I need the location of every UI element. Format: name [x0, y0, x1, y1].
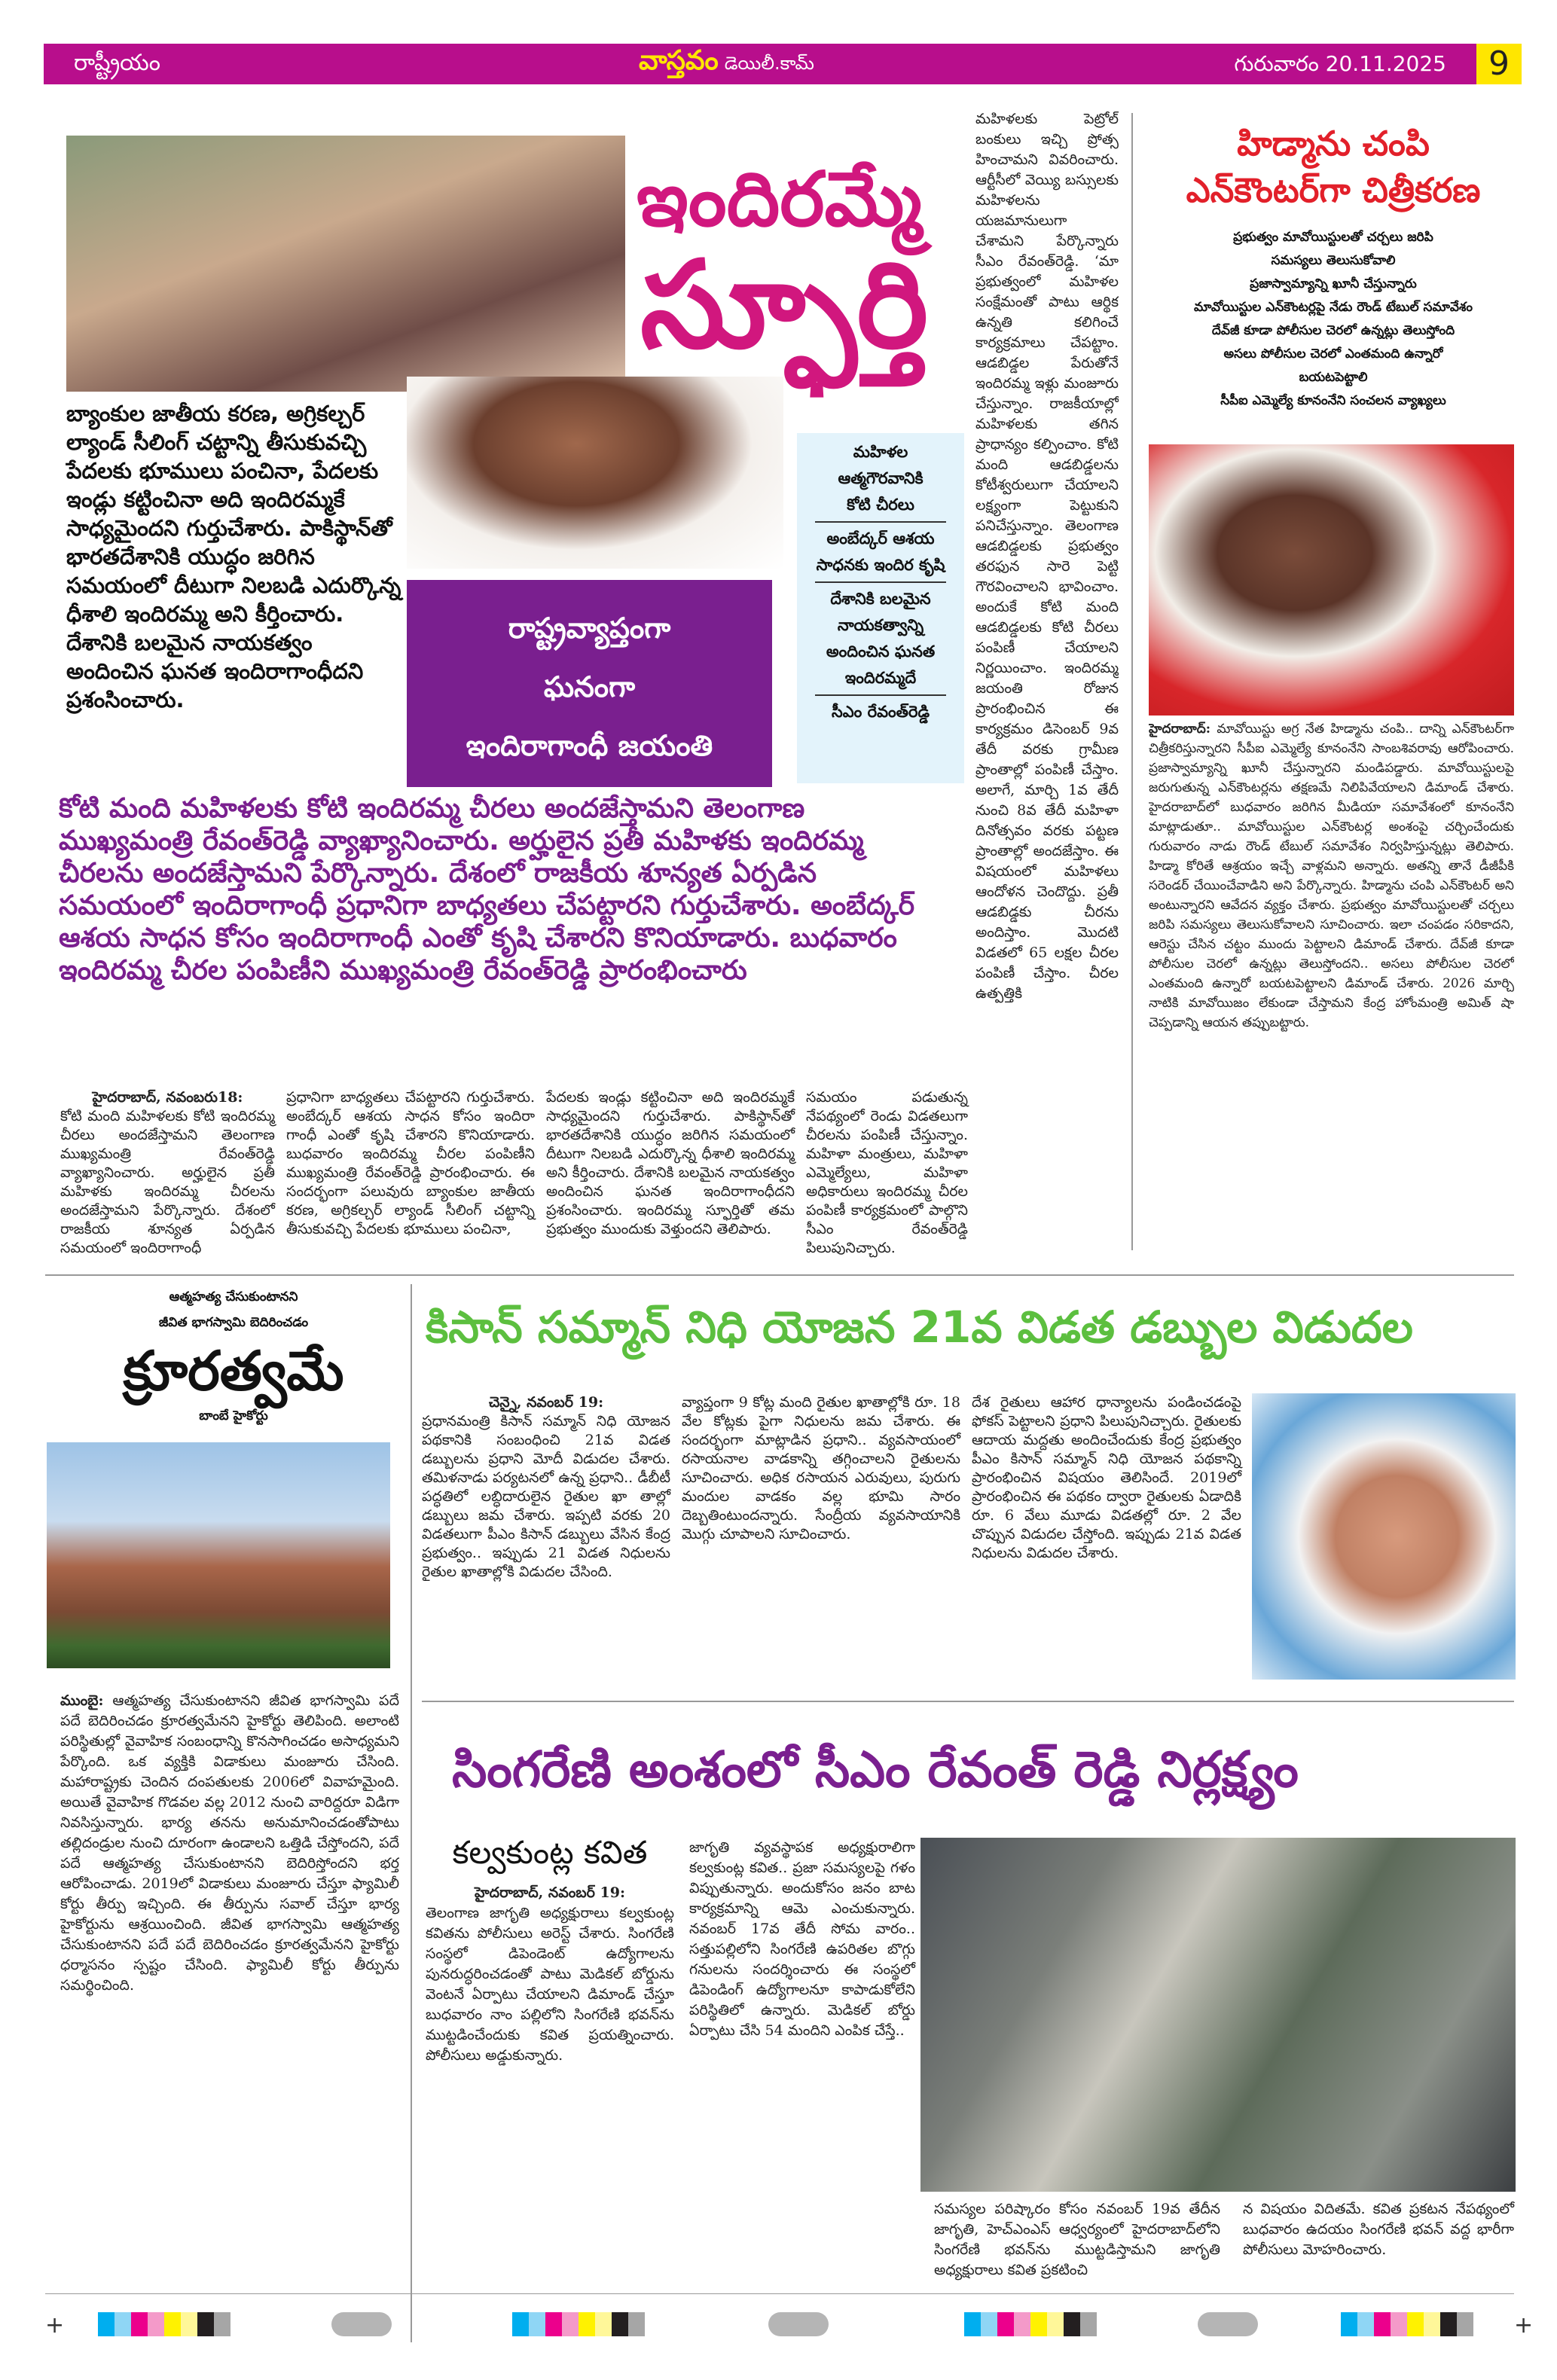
- byline: కల్వకుంట్ల కవిత: [452, 1834, 648, 1871]
- cruelty-kicker: ఆత్మహత్య చేసుకుంటానని జీవిత భాగస్వామి బెదిరించడం: [158, 1289, 309, 1330]
- section-label: రాష్ట్రీయం: [74, 50, 160, 76]
- cm-speaking-photo: [407, 377, 783, 569]
- lead-body-col-3: పేదలకు ఇండ్లు కట్టించినా అది ఇందిరమ్మకే సాధ్యమైందని గుర్తుచేశారు. పాకిస్థాన్‌తో భారతదేశానికి యుద్ధం జరిగిన సమయంలో దీటుగా నిలబడి ఎదుర్కొన్న ధీశాలి ఇందిరమ్మ అని కీర్తించారు. దేశానికి బలమైన నాయకత్వం అందించిన ఘనత ఇందిరాగాంధీదని ప్రశంసించారు. ఇందిరమ్మ స్ఫూర్తితో తమ ప్రభుత్వం ముందుకు వెళ్తుందని తెలిపారు.: [546, 1089, 795, 1237]
- dateline: చెన్నై, నవంబర్ 19:: [488, 1394, 604, 1411]
- registration-pill: [331, 2312, 392, 2336]
- color-registration-bar: [964, 2312, 1097, 2336]
- singareni-col-2: జాగృతి వ్యవస్థాపక అధ్యక్షురాలిగా కల్వకుంట్ల కవిత.. ప్రజా సమస్యలపై గళం విప్పుతున్నారు. అందుకోసం జనం బాట కార్యక్రమాన్ని ఆమె ఎంచుకున్నారు. నవంబర్ 17వ తేదీ సోమ వారం.. సత్తుపల్లిలోని సింగరేణి ఉపరితల బొగ్గు గనులను సందర్శించారు ఈ సంస్థలో డిపెండింగ్ ఉద్యోగాలనూ కాపాడుకోలేని పరిస్థితిలో ఉన్నారు. మెడికల్ బోర్డు ఏర్పాటు చేసి 54 మందిని ఎంపిక చేస్తే..: [689, 1839, 915, 2039]
- hidma-subheads: ప్రభుత్వం మావోయిస్టులతో చర్చలు జరిపి సమస్యలు తెలుసుకోవాలి ప్రజాస్వామ్యాన్ని ఖూనీ చేస్తున్నారు మావోయిస్టుల ఎన్‌కౌంటర్లపై నేడు రౌండ్ టేబుల్ సమావేశం దేవ్‌జీ కూడా పోలీసుల చెరలో ఉన్నట్లు తెలుస్తోంది అసలు పోలీసుల చెరలో ఎంతమంది ఉన్నారో బయటపెట్టాలి సీపీఐ ఎమ్మెల్యే కూనంనేని సంచలన వ్యాఖ్యలు: [1194, 230, 1473, 408]
- lead-headline-line2: స్ఫూర్తి: [640, 234, 929, 375]
- section-divider: [45, 1274, 1514, 1276]
- dateline: హైదరాబాద్, నవంబర్ 19:: [475, 1884, 625, 1901]
- dateline: హైదరాబాద్:: [1149, 722, 1210, 737]
- lead-body-col-1: హైదరాబాద్, నవంబరు18: కోటి మంది మహిళలకు కోటి ఇందిరమ్మ చీరలు అందజేస్తామని తెలంగాణ ముఖ్యమంత్రి రేవంత్‌రెడ్డి వ్యాఖ్యానించారు. అర్హులైన ప్రతీ మహిళకు ఇందిరమ్మ చీరలను అందజేస్తామని పేర్కొన్నారు. దేశంలో రాజకీయ శూన్యత ఏర్పడిన సమయంలో ఇందిరాగాంధీ: [60, 1089, 275, 1256]
- kavitha-arrest-photo: [920, 1838, 1516, 2192]
- page-number: 9: [1476, 44, 1522, 84]
- lead-body-col-4: సమయం పడుతున్న నేపథ్యంలో రెండు విడతలుగా చీరలను పంపిణీ చేస్తున్నాం. మహిళా మంత్రులు, మహిళా ఎమ్మెల్యేలు, మహిళా అధికారులు ఇందిరమ్మ చీరల పంపిణీ కార్యక్రమంలో పాల్గొని సీఎం రేవంత్‌రెడ్డి పిలుపునిచ్చారు.: [806, 1089, 968, 1256]
- singareni-headline: సింగరేణి అంశంలో సీఎం రేవంత్ రెడ్డి నిర్లక్ష్యం: [452, 1741, 1299, 1799]
- column-divider: [411, 1284, 412, 2342]
- dateline: హైదరాబాద్, నవంబరు18:: [92, 1089, 243, 1106]
- highlight-item: దేశానికి బలమైన నాయకత్వాన్ని అందించిన ఘనత ఇందిరమ్మదే: [826, 590, 936, 687]
- hidma-headline: హిడ్మాను చంపి ఎన్‌కౌంటర్‌గా చిత్రీకరణ: [1186, 124, 1481, 210]
- cruelty-headline: క్రూరత్వమే: [123, 1339, 344, 1402]
- lead-paragraph: కోటి మంది మహిళలకు కోటి ఇందిరమ్మ చీరలు అందజేస్తామని తెలంగాణ ముఖ్యమంత్రి రేవంత్‌రెడ్డి వ్యాఖ్యానించారు. అర్హులైన ప్రతీ మహిళకు ఇందిరమ్మ చీరలను అందజేస్తామని పేర్కొన్నారు. దేశంలో రాజకీయ శూన్యత ఏర్పడిన సమయంలో ఇందిరాగాంధీ ప్రధానిగా బాధ్యతలు చేపట్టారని గుర్తుచేశారు. అంబేద్కర్ ఆశయ సాధన కోసం ఇందిరాగాంధీ ఎంతో కృషి చేశారని కొనియాడారు. బుధవారం ఇందిరమ్మ చీరల పంపిణీని ముఖ్యమంత్రి రేవంత్‌రెడ్డి ప్రారంభించారు: [59, 793, 915, 986]
- highlight-item: అంబేద్కర్ ఆశయ సాధనకు ఇందిర కృషి: [816, 529, 945, 574]
- crop-mark-icon: +: [1514, 2312, 1534, 2339]
- issue-date: గురువారం 20.11.2025: [1234, 51, 1446, 76]
- column-divider: [1131, 113, 1133, 1250]
- kisan-headline: కిసాన్ సమ్మాన్ నిధి యోజన 21వ విడత డబ్బుల విడుదల: [426, 1301, 1413, 1353]
- kunamneni-photo: [1149, 444, 1514, 716]
- narrow-column: మహిళలకు పెట్రోల్ బంకులు ఇచ్చి ప్రోత్స హించామని వివరించారు. ఆర్టీసీలో వెయ్యి బస్సులకు మహిళలను యజమానులుగా చేశామని పేర్కొన్నారు సీఎం రేవంత్‌రెడ్డి. ‘మా ప్రభుత్వంలో మహిళల సంక్షేమంతో పాటు ఆర్థిక ఉన్నతి కలిగించే కార్యక్రమాలు చేపట్టాం. ఆడబిడ్డల పేరుతోనే ఇందిరమ్మ ఇళ్లు మంజూరు చేస్తున్నాం. రాజకీయాల్లో మహిళలకు తగిన ప్రాధాన్యం కల్పించాం. కోటి మంది ఆడబిడ్డలను కోటీశ్వరులుగా చేయాలని లక్ష్యంగా పెట్టుకుని పనిచేస్తున్నాం. తెలంగాణ ఆడబిడ్డలకు ప్రభుత్వం తరఫున సారె పెట్టి గౌరవించాలని భావించాం. అందుకే కోటి మంది ఆడబిడ్డలకు కోటి చీరలు పంపిణీ చేయాలని నిర్ణయించాం. ఇందిరమ్మ జయంతి రోజున ప్రారంభించిన ఈ కార్యక్రమం డిసెంబర్ 9వ తేదీ వరకు గ్రామీణ ప్రాంతాల్లో పంపిణీ చేస్తాం. అలాగే, మార్చి 1వ తేదీ నుంచి 8వ తేదీ మహిళా దినోత్సవం వరకు పట్టణ ప్రాంతాల్లో అందజేస్తాం. ఈ విషయంలో మహిళలు ఆందోళన చెందొద్దు. ప్రతీ ఆడబిడ్డకు చీరను అందిస్తాం. మొదటి విడతలో 65 లక్షల చీరల పంపిణీ చేస్తాం. చీరల ఉత్పత్తికి: [975, 111, 1119, 1002]
- color-registration-bar: [98, 2312, 230, 2336]
- cruelty-source: బాంబే హైకోర్టు: [199, 1408, 268, 1423]
- highlights-box: [797, 433, 964, 783]
- highlight-item: సీఎం రేవంత్‌రెడ్డి: [832, 703, 930, 721]
- section-divider: [422, 1701, 1514, 1702]
- lead-side-text: బ్యాంకుల జాతీయ కరణ, అగ్రికల్చర్ ల్యాండ్ సీలింగ్ చట్టాన్ని తీసుకువచ్చి పేదలకు భూములు పంచినా, పేదలకు ఇండ్లు కట్టించినా అది ఇందిరమ్మకే సాధ్యమైందని గుర్తుచేశారు. పాకిస్థాన్‌తో భారతదేశానికి యుద్ధం జరిగిన సమయంలో దీటుగా నిలబడి ఎదుర్కొన్న ధీశాలి ఇందిరమ్మ అని కీర్తించారు. దేశానికి బలమైన నాయకత్వం అందించిన ఘనత ఇందిరాగాంధీదని ప్రశంసించారు.: [66, 401, 401, 712]
- cruelty-body: ముంబై: ఆత్మహత్య చేసుకుంటానని జీవిత భాగస్వామి పదే పదే బెదిరించడం క్రూరత్వమేనని హైకోర్టు తెలిపింది. అలాంటి పరిస్థితుల్లో వైవాహిక సంబంధాన్ని కొనసాగించడం అసాధ్యమని పేర్కొంది. ఒక వ్యక్తికి విడాకులు మంజూరు చేసింది. మహారాష్ట్రకు చెందిన దంపతులకు 2006లో వివాహమైంది. అయితే వైవాహిక గొడవల వల్ల 2012 నుంచి వారిద్దరూ విడిగా నివసిస్తున్నారు. భార్య తనను అనుమానించడంతోపాటు తల్లిదండ్రుల నుంచి దూరంగా ఉండాలని ఒత్తిడి చేస్తోందని, పదే పదే ఆత్మహత్య చేసుకుంటానని బెదిరిస్తోందని భర్త ఆరోపించాడు. 2019లో విడాకులు మంజూరు చేస్తూ ఫ్యామిలీ కోర్టు తీర్పు ఇచ్చింది. ఈ తీర్పును సవాల్ చేస్తూ భార్య హైకోర్టును ఆశ్రయించింది. జీవిత భాగస్వామి ఆత్మహత్య చేసుకుంటానని పదే పదే బెదిరించడం క్రూరత్వమేనని హైకోర్టు ధర్మాసనం స్పష్టం చేసింది. ఫ్యామిలీ కోర్టు తీర్పును సమర్థించింది.: [60, 1692, 399, 1994]
- lead-body-col-2: ప్రధానిగా బాధ్యతలు చేపట్టారని గుర్తుచేశారు. అంబేద్కర్ ఆశయ సాధన కోసం ఇందిరా గాంధీ ఎంతో కృషి చేశారని కొనియాడారు. బుధవారం ఇందిరమ్మ చీరల పంపిణీని ముఖ్యమంత్రి రేవంత్‌రెడ్డి ప్రారంభించారు. ఈ సందర్భంగా పలువురు బ్యాంకుల జాతీయ కరణ, అగ్రికల్చర్ ల్యాండ్ సీలింగ్ చట్టాన్ని తీసుకువచ్చి పేదలకు భూములు పంచినా,: [286, 1089, 535, 1237]
- modi-photo: [1252, 1393, 1516, 1680]
- singareni-col-1: హైదరాబాద్, నవంబర్ 19: తెలంగాణ జాగృతి అధ్యక్షురాలు కల్వకుంట్ల కవితను పోలీసులు అరెస్ట్ చేశారు. సింగరేణి సంస్థలో డిపెండెంట్ ఉద్యోగాలను పునరుద్ధరించడంతో పాటు మెడికల్ బోర్డును వెంటనే ఏర్పాటు చేయాలని డిమాండ్ చేస్తూ బుధవారం నాం పల్లిలోని సింగరేణి భవన్‌ను ముట్టడించేందుకు కవిత ప్రయత్నించారు. పోలీసులు అడ్డుకున్నారు.: [426, 1884, 674, 2064]
- footer-rule: [45, 2293, 1514, 2294]
- bombay-high-court-photo: [47, 1442, 390, 1668]
- color-registration-bar: [1341, 2312, 1473, 2336]
- registration-pill: [768, 2312, 829, 2336]
- crowd-photo: [66, 136, 625, 392]
- purple-highlight-box: రాష్ట్రవ్యాప్తంగా ఘనంగా ఇందిరాగాంధీ జయంతి: [407, 580, 772, 787]
- kisan-col-1: చెన్నై, నవంబర్ 19: ప్రధానమంత్రి కిసాన్ సమ్మాన్ నిధి యోజన పథకానికి సంబంధించి 21వ విడత డబ్బులను ప్రధాని మోదీ విడుదల చేశారు. తమిళనాడు పర్యటనలో ఉన్న ప్రధాని.. డీబీటీ పద్ధతిలో లబ్ధిదారులైన రైతుల ఖా తాల్లో డబ్బులు జమ చేశారు. ఇప్పటి వరకు 20 విడతలుగా పీఎం కిసాన్ డబ్బులు వేసిన కేంద్ర ప్రభుత్వం.. ఇప్పుడు 21 విడత నిధులను రైతుల ఖాతాల్లోకి విడుదల చేసింది.: [422, 1394, 670, 1580]
- photo-caption-col-2: న విషయం విదితమే. కవిత ప్రకటన నేపథ్యంలో బుధవారం ఉదయం సింగరేణి భవన్ వద్ద భారీగా పోలీసులు మోహరించారు.: [1243, 2201, 1514, 2258]
- kisan-col-2: వ్యాప్తంగా 9 కోట్ల మంది రైతుల ఖాతాల్లోకి రూ. 18 వేల కోట్లకు పైగా నిధులను జమ చేశారు. ఈ సందర్భంగా మాట్లాడిన ప్రధాని.. వ్యవసాయంలో రసాయనాల వాడకాన్ని తగ్గించాలని రైతులను సూచించారు. అధిక రసాయన ఎరువులు, పురుగు మందుల వాడకం వల్ల భూమి సారం దెబ్బతింటుందన్నారు. సేంద్రీయ వ్యవసాయానికి మొగ్గు చూపాలని సూచించారు.: [682, 1394, 960, 1542]
- crop-mark-icon: +: [45, 2312, 65, 2339]
- highlight-item: మహిళల ఆత్మగౌరవానికి కోటి చీరలు: [838, 443, 924, 514]
- lead-headline-line1: ఇందిరమ్మే: [637, 155, 922, 243]
- registration-pill: [1198, 2312, 1258, 2336]
- hidma-body: హైదరాబాద్: మావోయిస్టు అగ్ర నేత హిడ్మాను చంపి.. దాన్ని ఎన్‌కౌంటర్‌గా చిత్రీకరిస్తున్నారని సీపీఐ ఎమ్మెల్యే కూనంనేని సాంబశివరావు ఆరోపించారు. ప్రజాస్వామ్యాన్ని ఖూనీ చేస్తున్నారని మండిపడ్డారు. మావోయిస్టులపై జరుగుతున్న ఎన్‌కౌంటర్లను తక్షణమే నిలిపివేయాలని డిమాండ్ చేశారు. హైదరాబాద్‌లో బుధవారం జరిగిన మీడియా సమావేశంలో కూనంనేని మాట్లాడుతూ.. మావోయిస్టుల ఎన్‌కౌంటర్ల అంశంపై చర్చించేందుకు గురువారం నాడు రౌండ్ టేబుల్ సమావేశం నిర్వహిస్తున్నట్లు తెలిపారు. హిడ్మా కోరితే ఆశ్రయం ఇచ్చే వాళ్లమని అన్నారు. అతన్ని తానే డీజీపీకి సరెండర్ చేయించేవాడిని అని పేర్కొన్నారు. హిడ్మాను చంపి ఎన్‌కౌంటర్ అని అంటున్నారని ఆవేదన వ్యక్తం చేశారు. ప్రభుత్వం మావోయిస్టులతో చర్చలు జరిపి సమస్యలు తెలుసుకోవాలని సూచించారు. ఇలా చంపడం సరికాదని, ఆరెస్టు చేసిన చట్టం ముందు పెట్టాలని డిమాండ్ చేశారు. దేవ్‌జీ కూడా పోలీసుల చెరలో ఉన్నట్లు తెలుస్తోందని.. అసలు పోలీసుల చెరలో ఎంతమంది ఉన్నారో బయటపెట్టాలని డిమాండ్ చేశారు. 2026 మార్చి నాటికి మావోయిజం లేకుండా చేస్తామని కేంద్ర హోంమంత్రి అమిత్ షా చెప్పడాన్ని ఆయన తప్పుబట్టారు.: [1149, 722, 1514, 1030]
- page-header-bar: [44, 44, 1476, 84]
- photo-caption-col-1: సమస్యల పరిష్కారం కోసం నవంబర్ 19వ తేదీన జాగృతి, హెచ్ఎంఎస్ ఆధ్వర్యంలో హైదరాబాద్‌లోని సింగరేణి భవన్‌ను ముట్టడిస్తామని జాగృతి అధ్యక్షురాలు కవిత ప్రకటించి: [934, 2201, 1220, 2278]
- masthead-logo: వాస్తవం డెయిలీ.కామ్: [639, 45, 814, 76]
- color-registration-bar: [512, 2312, 645, 2336]
- dateline: ముంబై:: [60, 1692, 104, 1709]
- kisan-col-3: దేశ రైతులు ఆహార ధాన్యాలను పండించడంపై ఫోకస్ పెట్టాలని ప్రధాని పిలుపునిచ్చారు. రైతులకు ఆదాయ మద్దతు అందించేందుకు కేంద్ర ప్రభుత్వం పీఎం కిసాన్ సమ్మాన్ నిధి యోజన పథకాన్ని ప్రారంభించిన విషయం తెలిసిందే. 2019లో ప్రారంభించిన ఈ పథకం ద్వారా రైతులకు ఏడాదికి రూ. 6 వేలు మూడు విడతల్లో రూ. 2 వేల చొప్పున విడుదల చేస్తోంది. ఇప్పుడు 21వ విడత నిధులను విడుదల చేశారు.: [972, 1394, 1241, 1561]
